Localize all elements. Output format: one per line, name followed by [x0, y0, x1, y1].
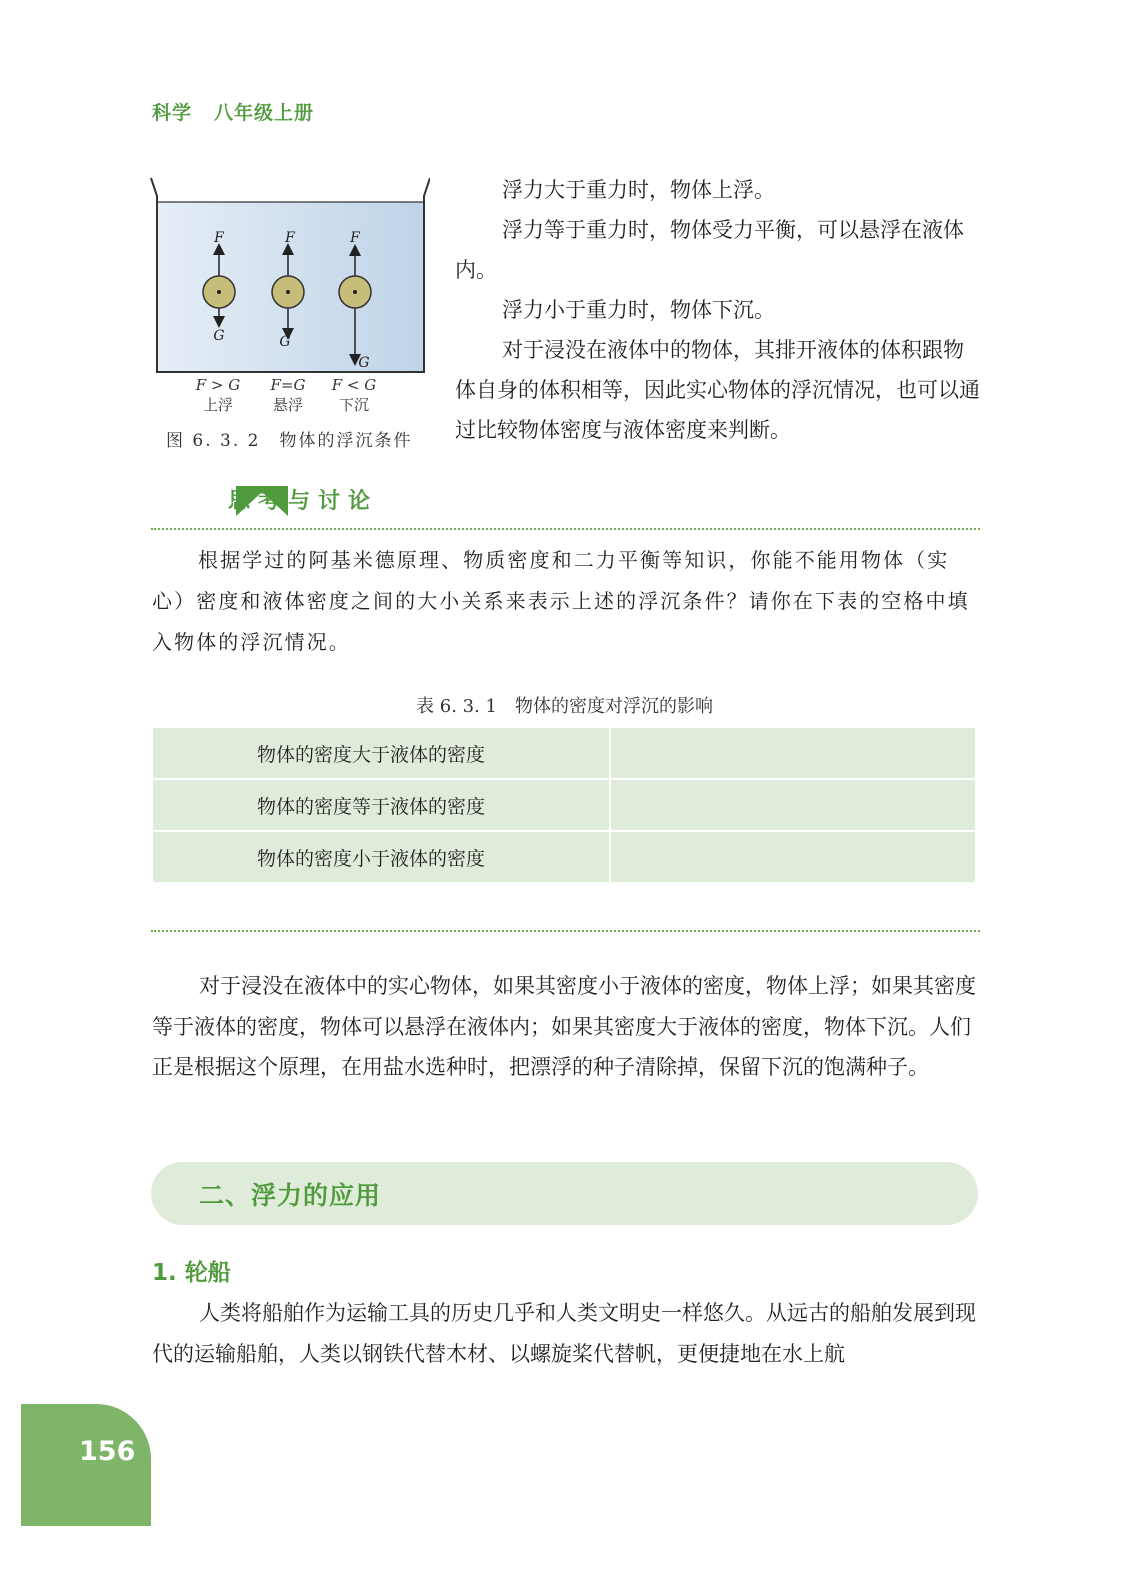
paragraph: 对于浸没在液体中的物体，其排开液体的体积跟物体自身的体积相等，因此实心物体的浮沉情况，也可以通过比较物体密度与液体密度来判断。	[455, 338, 980, 442]
label-f: F	[350, 230, 360, 246]
subsection-title: 1. 轮船	[152, 1260, 231, 1286]
table-cell-condition: 物体的密度等于液体的密度	[152, 779, 610, 831]
label-g: G	[279, 334, 291, 350]
table-caption: 表 6. 3. 1 物体的密度对浮沉的影响	[416, 696, 713, 717]
figure-label-suspended: F=G 悬浮	[270, 376, 306, 414]
paragraph: 根据学过的阿基米德原理、物质密度和二力平衡等知识，你能不能用物体（实心）密度和液体密度之间的大小关系来表示上述的浮沉条件？请你在下表的空格中填入物体的浮沉情况。	[152, 548, 970, 654]
table-row	[152, 779, 976, 831]
page-number-tab	[21, 1404, 151, 1526]
label-f: F	[214, 230, 224, 246]
page-number: 156	[79, 1436, 136, 1467]
paragraph: 浮力大于重力时，物体上浮。	[502, 178, 775, 202]
divider-bottom	[151, 930, 980, 932]
label-g: G	[213, 328, 225, 344]
table-cell-result	[610, 831, 976, 883]
paragraph: 人类将船舶作为运输工具的历史几乎和人类文明史一样悠久。从远古的船舶发展到现代的运输船舶，人类以钢铁代替木材、以螺旋桨代替帆，更便捷地在水上航	[152, 1301, 976, 1366]
ship-text	[152, 1293, 982, 1374]
think-discuss-text	[152, 540, 982, 663]
buoyancy-figure	[148, 176, 430, 456]
divider-top	[151, 528, 980, 530]
paragraph: 浮力等于重力时，物体受力平衡，可以悬浮在液体内。	[455, 218, 964, 282]
float-conditions-text	[455, 170, 980, 450]
table-cell-condition: 物体的密度大于液体的密度	[152, 727, 610, 779]
figure-caption: 图 6. 3. 2 物体的浮沉条件	[166, 431, 413, 451]
header-subject: 科学	[152, 102, 193, 124]
conclusion-text	[152, 966, 982, 1088]
table-cell-result	[610, 727, 976, 779]
page-header	[152, 98, 314, 125]
table-row	[152, 831, 976, 883]
section-title: 二、浮力的应用	[199, 1181, 382, 1210]
paragraph: 对于浸没在液体中的实心物体，如果其密度小于液体的密度，物体上浮；如果其密度等于液体的密度，物体可以悬浮在液体内；如果其密度大于液体的密度，物体下沉。人们正是根据这个原理，在用盐水选种时，把漂浮的种子清除掉，保留下沉的饱满种子。	[152, 974, 976, 1079]
section-banner	[151, 1162, 978, 1225]
figure-label-sinking: F < G 下沉	[331, 376, 377, 414]
density-table	[151, 726, 977, 884]
figure-label-rising: F > G 上浮	[195, 376, 241, 414]
table-cell-condition: 物体的密度小于液体的密度	[152, 831, 610, 883]
think-discuss-title: 思考与讨论	[228, 489, 379, 514]
table-row	[152, 727, 976, 779]
label-f: F	[285, 230, 295, 246]
container-diagram	[148, 176, 430, 381]
table-cell-result	[610, 779, 976, 831]
label-g: G	[358, 355, 370, 371]
paragraph: 浮力小于重力时，物体下沉。	[502, 298, 775, 322]
header-grade: 八年级上册	[214, 102, 315, 124]
